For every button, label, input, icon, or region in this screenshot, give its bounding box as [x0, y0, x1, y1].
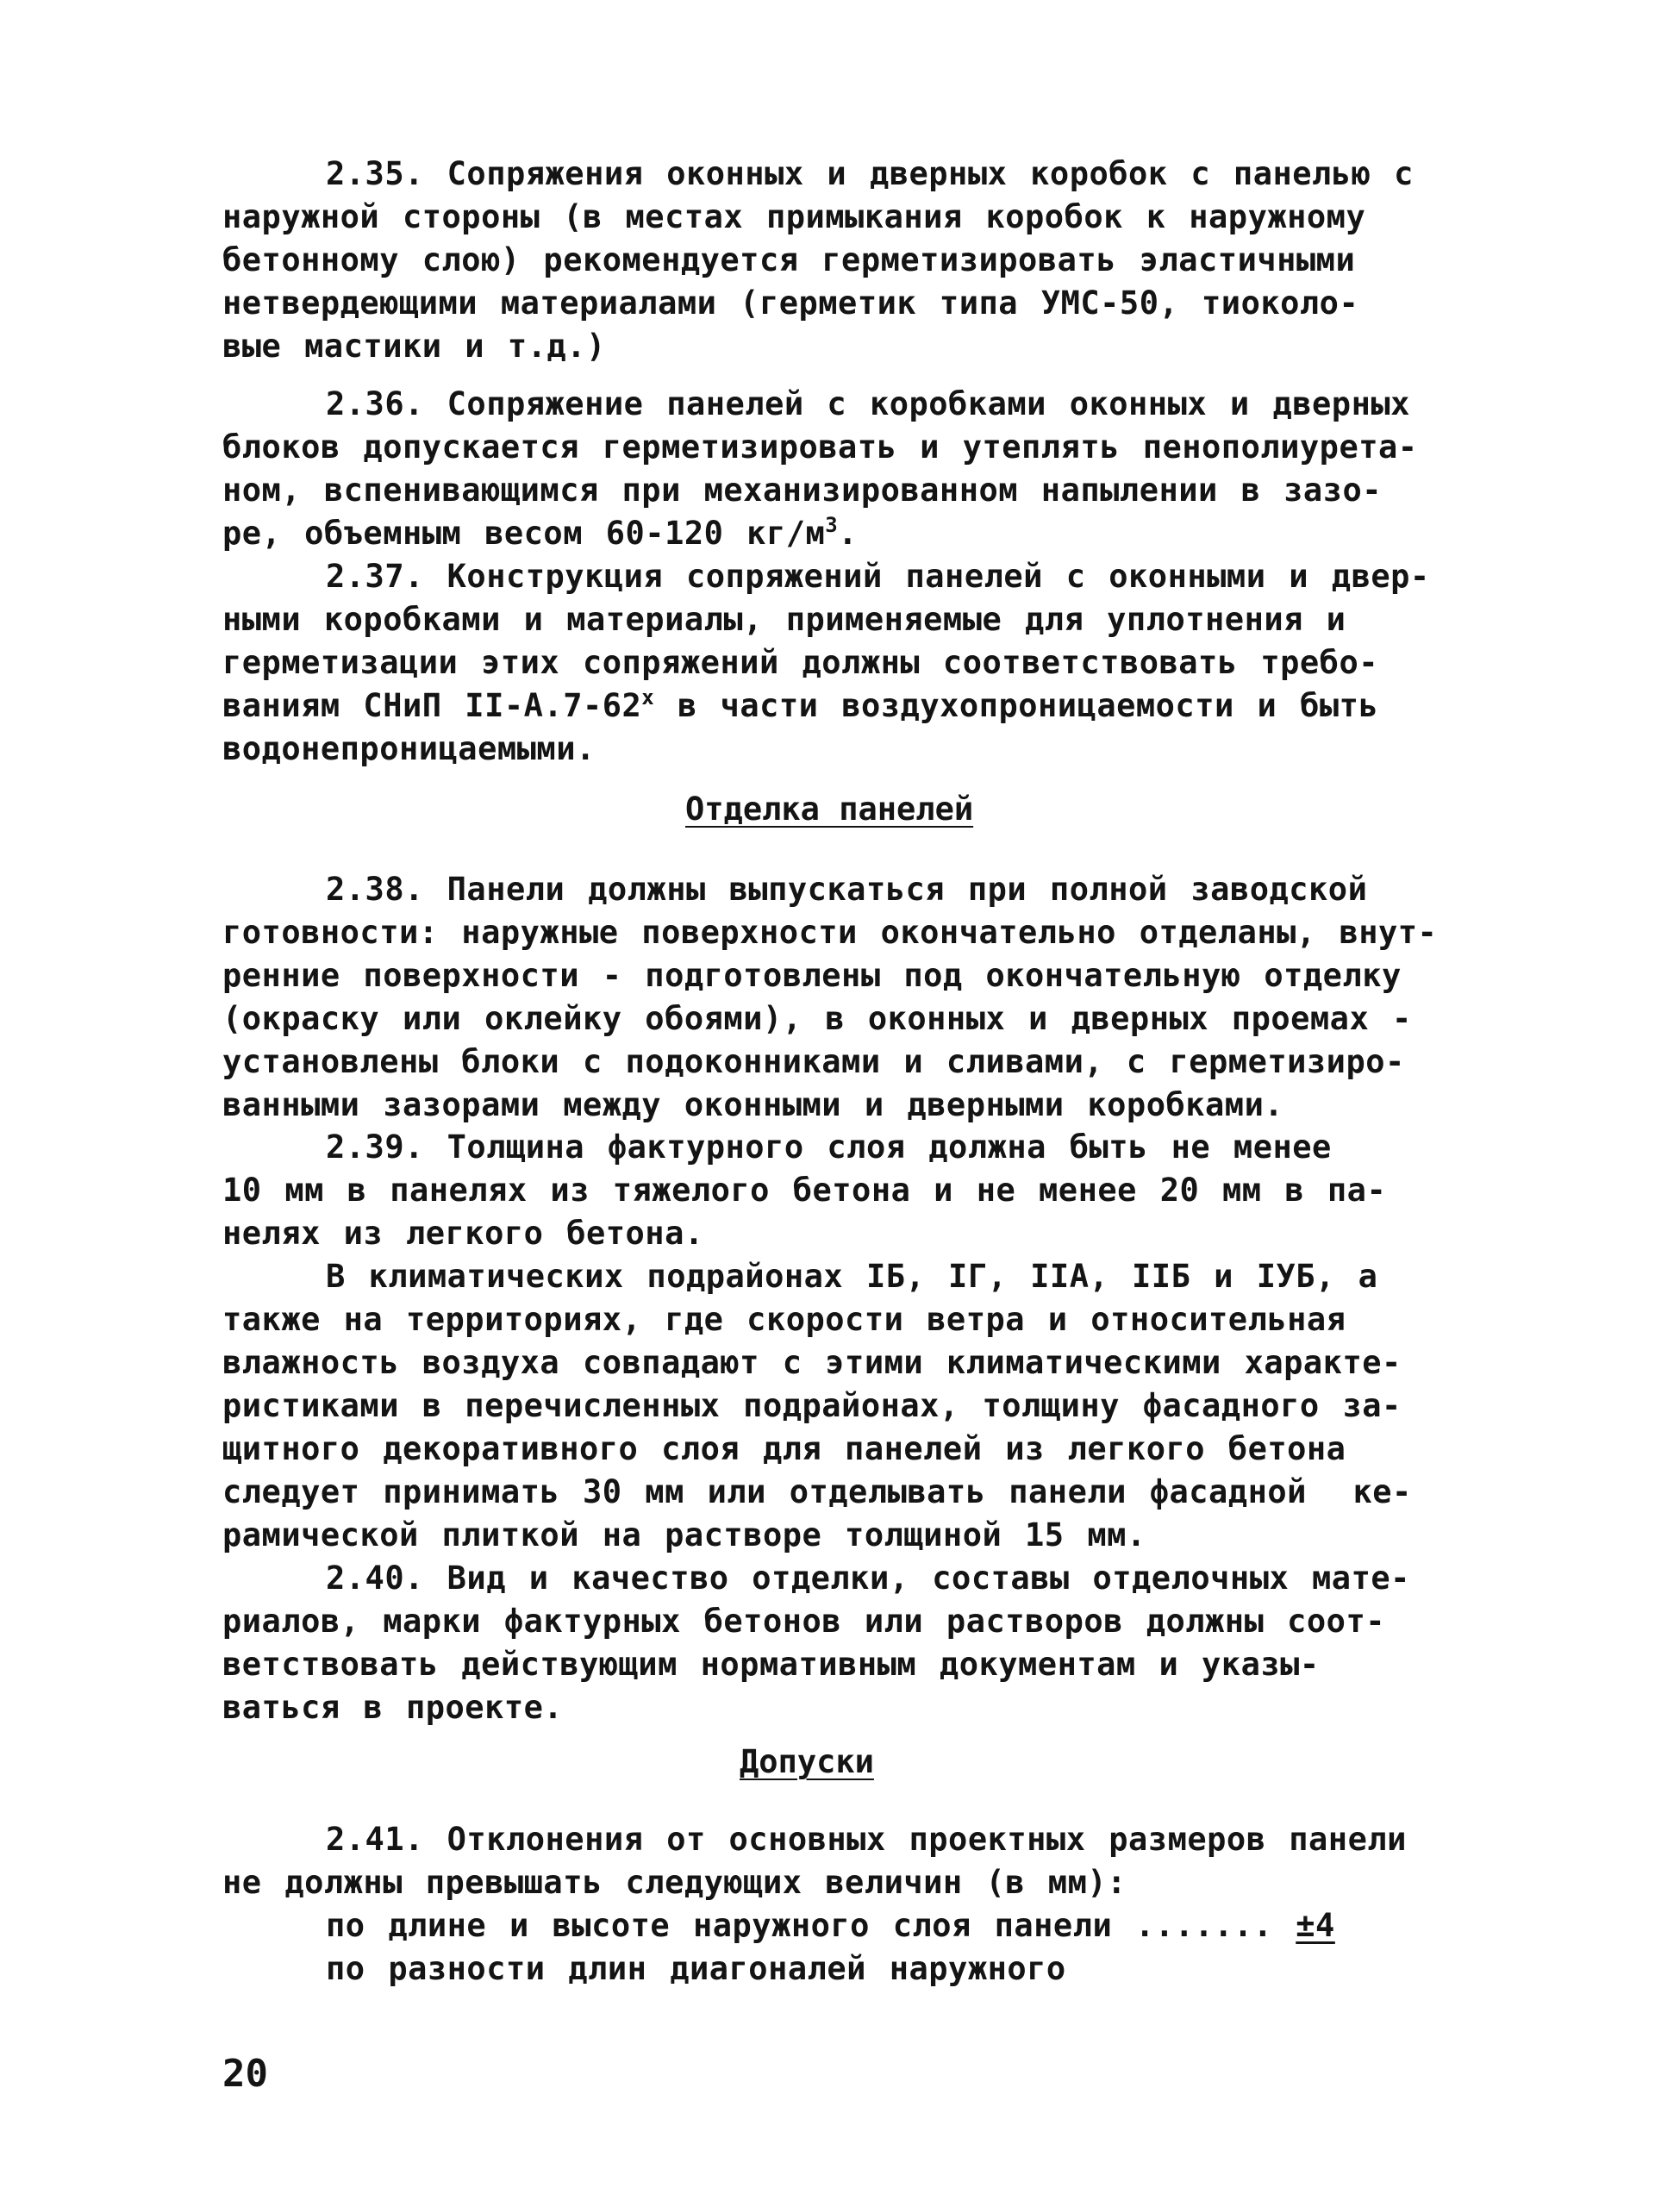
- p240-line-1: 2.40. Вид и качество отделки, составы отделочных мате-: [326, 1560, 1410, 1597]
- p241-line-1: 2.41. Отклонения от основных проектных размеров панели: [326, 1821, 1407, 1858]
- p239-line-3: нелях из легкого бетона.: [222, 1215, 704, 1252]
- heading-tolerances: Допуски: [740, 1743, 874, 1780]
- superscript-3: 3: [825, 513, 839, 537]
- p241-line-2: не должны превышать следующих величин (в мм):: [222, 1864, 1127, 1901]
- tolerance-length-value: ±4: [1296, 1907, 1335, 1944]
- p237-line-2: ными коробками и материалы, применяемые для уплотнения и: [222, 601, 1346, 638]
- p240-line-4: ваться в проекте.: [222, 1689, 564, 1726]
- p236-line-4: [222, 513, 858, 554]
- p237-line-3: герметизации этих сопряжений должны соответствовать требо-: [222, 644, 1379, 681]
- superscript-x: х: [641, 685, 655, 710]
- p240-line-3: ветствовать действующим нормативным документам и указы-: [222, 1646, 1320, 1683]
- p235-line-2: наружной стороны (в местах примыкания коробок к наружному: [222, 198, 1366, 235]
- p-climate-line-2: также на территориях, где скорости ветра и относительная: [222, 1301, 1346, 1338]
- p235-line-1: 2.35. Сопряжения оконных и дверных коробок с панелью с: [326, 155, 1414, 192]
- p-climate-line-7: рамической плиткой на растворе толщиной 15 мм.: [222, 1516, 1146, 1553]
- p-climate-line-6: следует принимать 30 мм или отделывать панели фасадной ке-: [222, 1473, 1412, 1510]
- p236-line-4-end: .: [838, 515, 859, 552]
- heading-finishing: Отделка панелей: [685, 791, 974, 828]
- p237-line-4: [222, 685, 1378, 727]
- p236-line-1: 2.36. Сопряжение панелей с коробками оконных и дверных: [326, 385, 1410, 422]
- p238-line-6: ванными зазорами между оконными и дверными коробками.: [222, 1086, 1284, 1123]
- p238-line-1: 2.38. Панели должны выпускаться при полной заводской: [326, 871, 1368, 908]
- p237-line-4-end: в части воздухопроницаемости и быть: [654, 687, 1379, 724]
- p239-line-1: 2.39. Толщина фактурного слоя должна быть не менее: [326, 1128, 1332, 1166]
- p237-line-4-text: ваниям СНиП II-А.7-62: [222, 687, 642, 724]
- p239-line-2: 10 мм в панелях из тяжелого бетона и не менее 20 мм в па-: [222, 1172, 1387, 1209]
- tolerance-length-label: по длине и высоте наружного слоя панели .......: [326, 1907, 1296, 1944]
- p-climate-line-1: В климатических подрайонах IБ, IГ, IIА, IIБ и IУБ, а: [326, 1258, 1378, 1295]
- p235-line-4: нетвердеющими материалами (герметик типа УМС-50, тиоколо-: [222, 284, 1359, 322]
- p-climate-line-5: щитного декоративного слоя для панелей из легкого бетона: [222, 1430, 1346, 1467]
- p235-line-5: вые мастики и т.д.): [222, 328, 606, 365]
- p236-line-3: ном, вспенивающимся при механизированном напылении в зазо-: [222, 472, 1383, 509]
- p236-line-4-text: ре, объемным весом 60-120 кг/м: [222, 515, 826, 552]
- p238-line-5: установлены блоки с подоконниками и сливами, с герметизиро-: [222, 1043, 1405, 1080]
- p238-line-2: готовности: наружные поверхности окончательно отделаны, внут-: [222, 914, 1438, 951]
- p-climate-line-3: влажность воздуха совпадают с этими климатическими характе-: [222, 1344, 1402, 1381]
- p235-line-3: бетонному слою) рекомендуется герметизировать эластичными: [222, 241, 1356, 278]
- p237-line-5: водонепроницаемыми.: [222, 730, 596, 767]
- page-number: 20: [222, 2052, 268, 2096]
- p236-line-2: блоков допускается герметизировать и утеплять пенополиурета-: [222, 428, 1418, 466]
- p241-line-4: по разности длин диагоналей наружного: [326, 1950, 1066, 1987]
- p237-line-1: 2.37. Конструкция сопряжений панелей с оконными и двер-: [326, 558, 1430, 595]
- p238-line-4: (окраску или оклейку обоями), в оконных и дверных проемах -: [222, 1000, 1412, 1037]
- p-climate-line-4: ристиками в перечисленных подрайонах, толщину фасадного за-: [222, 1387, 1402, 1424]
- p240-line-2: риалов, марки фактурных бетонов или растворов должны соот-: [222, 1603, 1386, 1640]
- p241-line-3: [326, 1905, 1335, 1947]
- p238-line-3: ренние поверхности - подготовлены под окончательную отделку: [222, 957, 1402, 994]
